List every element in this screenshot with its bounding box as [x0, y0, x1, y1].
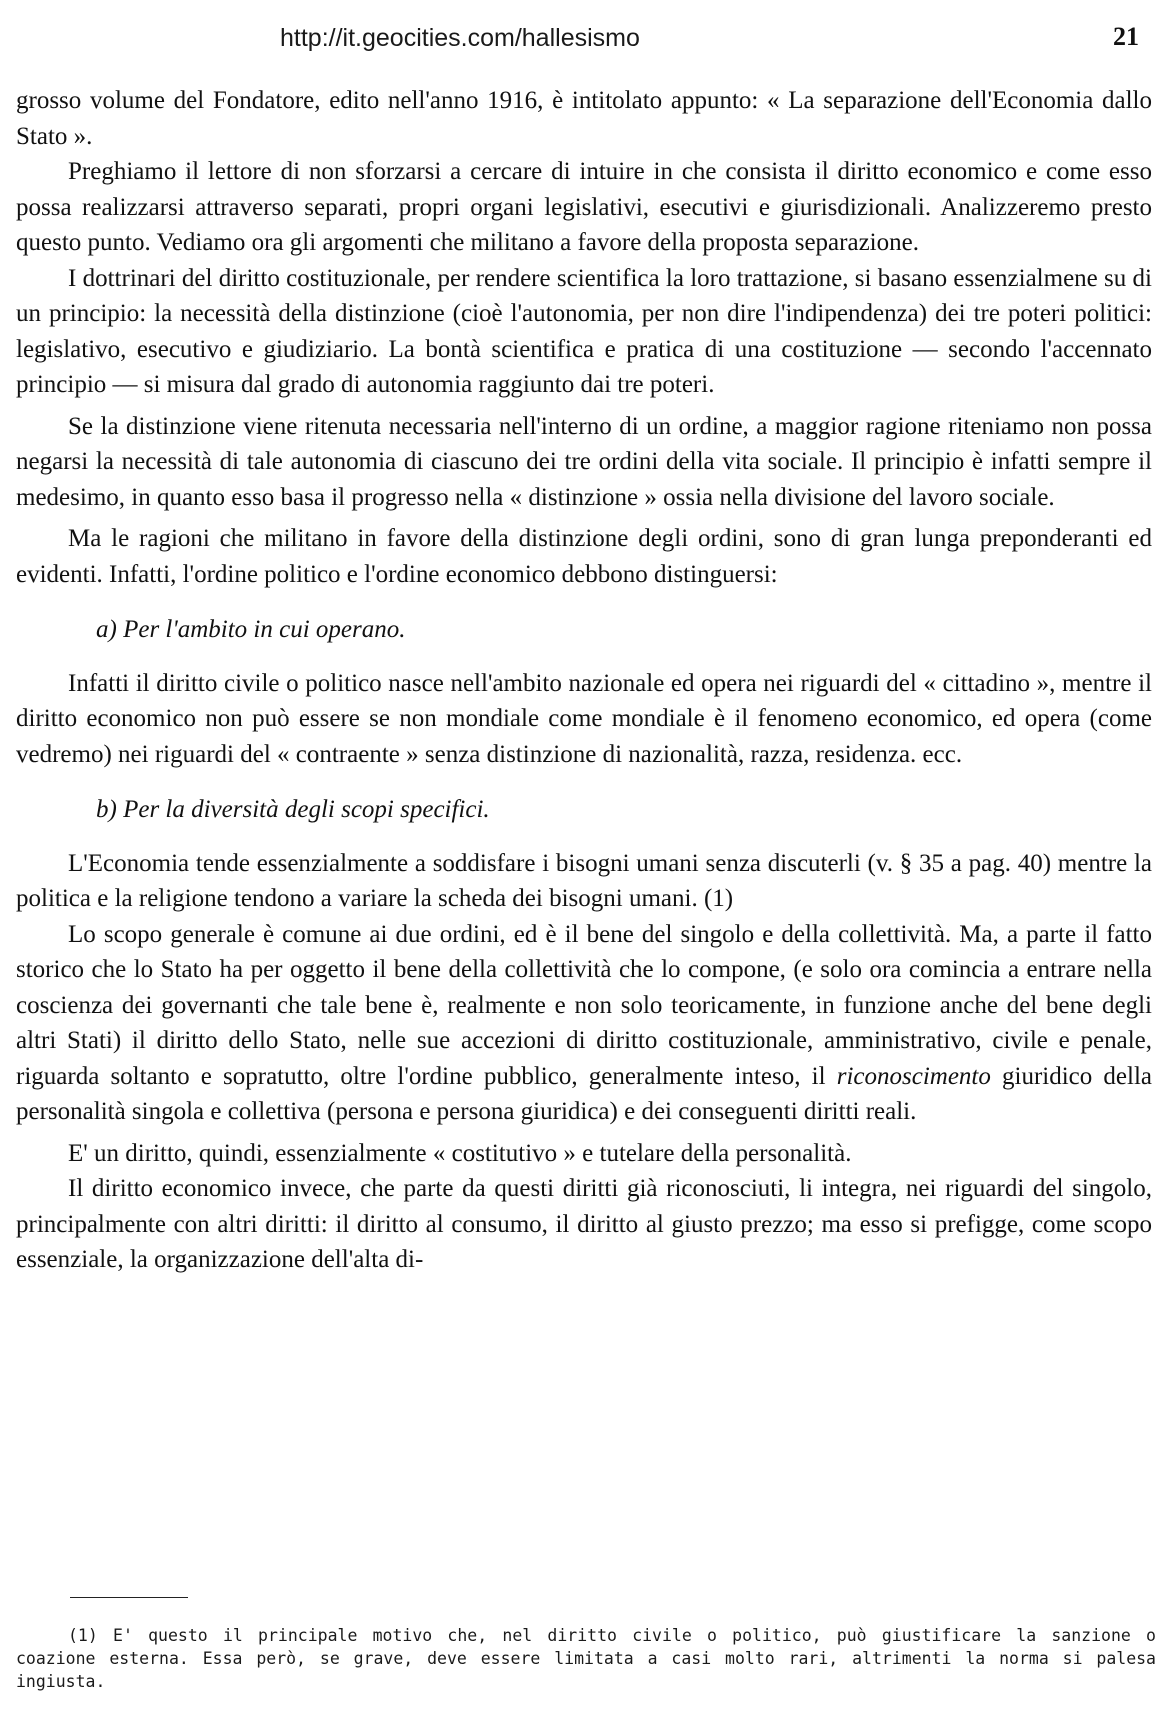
paragraph: Ma le ragioni che militano in favore della distinzione degli ordini, sono di gran lunga preponderanti ed evidenti. Infatti, l'ordine politico e l'ordine economico debbono distinguersi:	[16, 525, 1152, 588]
section-subheading-a: a) Per l'ambito in cui operano.	[96, 616, 406, 643]
paragraph: E' un diritto, quindi, essenzialmente « costitutivo » e tutelare della personalità.	[68, 1139, 852, 1167]
paragraph: Se la distinzione viene ritenuta necessaria nell'interno di un ordine, a maggior ragione riteniamo non possa negarsi la necessità di tale autonomia di ciascuno dei tre ordini della vita sociale. Il principio è infatti sempre il medesimo, in quanto esso basa il progresso nella « distinzione » ossia nella divisione del lavoro sociale.	[16, 412, 1152, 511]
emphasis-text: riconoscimento	[836, 1062, 991, 1090]
page-number: 21	[1113, 22, 1139, 51]
paragraph: Preghiamo il lettore di non sforzarsi a cercare di intuire in che consista il diritto economico e come esso possa realizzarsi attraverso separati, propri organi legislativi, esecutivi e giurisdizionali. Analizzeremo presto questo punto. Vediamo ora gli argomenti che militano a favore della proposta separazione.	[16, 158, 1152, 256]
header-url: http://it.geocities.com/hallesismo	[280, 24, 640, 52]
paragraph: grosso volume del Fondatore, edito nell'anno 1916, è intitolato appunto: « La separazione dell'Economia dallo Stato ».	[16, 87, 1152, 150]
paragraph	[16, 917, 1152, 1130]
paragraph-text: Lo scopo generale è comune ai due ordini, ed è il bene del singolo e della collettività. Ma, a parte il fatto storico che lo Stato ha per oggetto il bene della collettività che lo compone, (e solo ora comincia a entrare nella coscienza dei governanti che tale bene è, realmente e non solo teoricamente, in funzione anche del bene degli altri Stati) il diritto dello Stato, nelle sue accezioni di diritto costituzionale, amministrativo, civile e penale, riguarda soltanto e sopratutto, oltre l'ordine pubblico, generalmente inteso, il	[16, 920, 1152, 1090]
footnote: (1) E' questo il principale motivo che, nel diritto civile o politico, può giustificare la sanzione o coazione esterna. Essa però, se grave, deve essere limitata a casi molto rari, altrimenti la norma si palesa ingiusta.	[16, 1626, 1156, 1691]
paragraph-text: giuridico della personalità singola e collettiva (persona e persona giuridica) e dei conseguenti diritti reali.	[16, 1062, 1153, 1125]
body-text	[16, 83, 1152, 1278]
footnote-divider	[70, 1597, 188, 1598]
paragraph: I dottrinari del diritto costituzionale, per rendere scientifica la loro trattazione, si basano essenzialmene su di un principio: la necessità della distinzione (cioè l'autonomia, per non dire l'indipendenza) dei tre poteri politici: legislativo, esecutivo e giudiziario. La bontà scientifica e pratica di una costituzione — secondo l'accennato principio — si misura dal grado di autonomia raggiunto dai tre poteri.	[16, 264, 1152, 398]
paragraph: Il diritto economico invece, che parte da questi diritti già riconosciuti, li integra, nei riguardi del singolo, principalmente con altri diritti: il diritto al consumo, il diritto al giusto prezzo; ma esso si prefigge, come scopo essenziale, la organizzazione dell'alta di-	[16, 1175, 1152, 1273]
section-subheading-b: b) Per la diversità degli scopi specifici.	[96, 796, 490, 823]
paragraph: L'Economia tende essenzialmente a soddisfare i bisogni umani senza discuterli (v. § 35 a pag. 40) mentre la politica e la religione tendono a variare la scheda dei bisogni umani. (1)	[16, 849, 1152, 912]
paragraph: Infatti il diritto civile o politico nasce nell'ambito nazionale ed opera nei riguardi del « cittadino », mentre il diritto economico non può essere se non mondiale come mondiale è il fenomeno economico, ed opera (come vedremo) nei riguardi del « contraente » senza distinzione di nazionalità, razza, residenza. ecc.	[16, 669, 1152, 768]
